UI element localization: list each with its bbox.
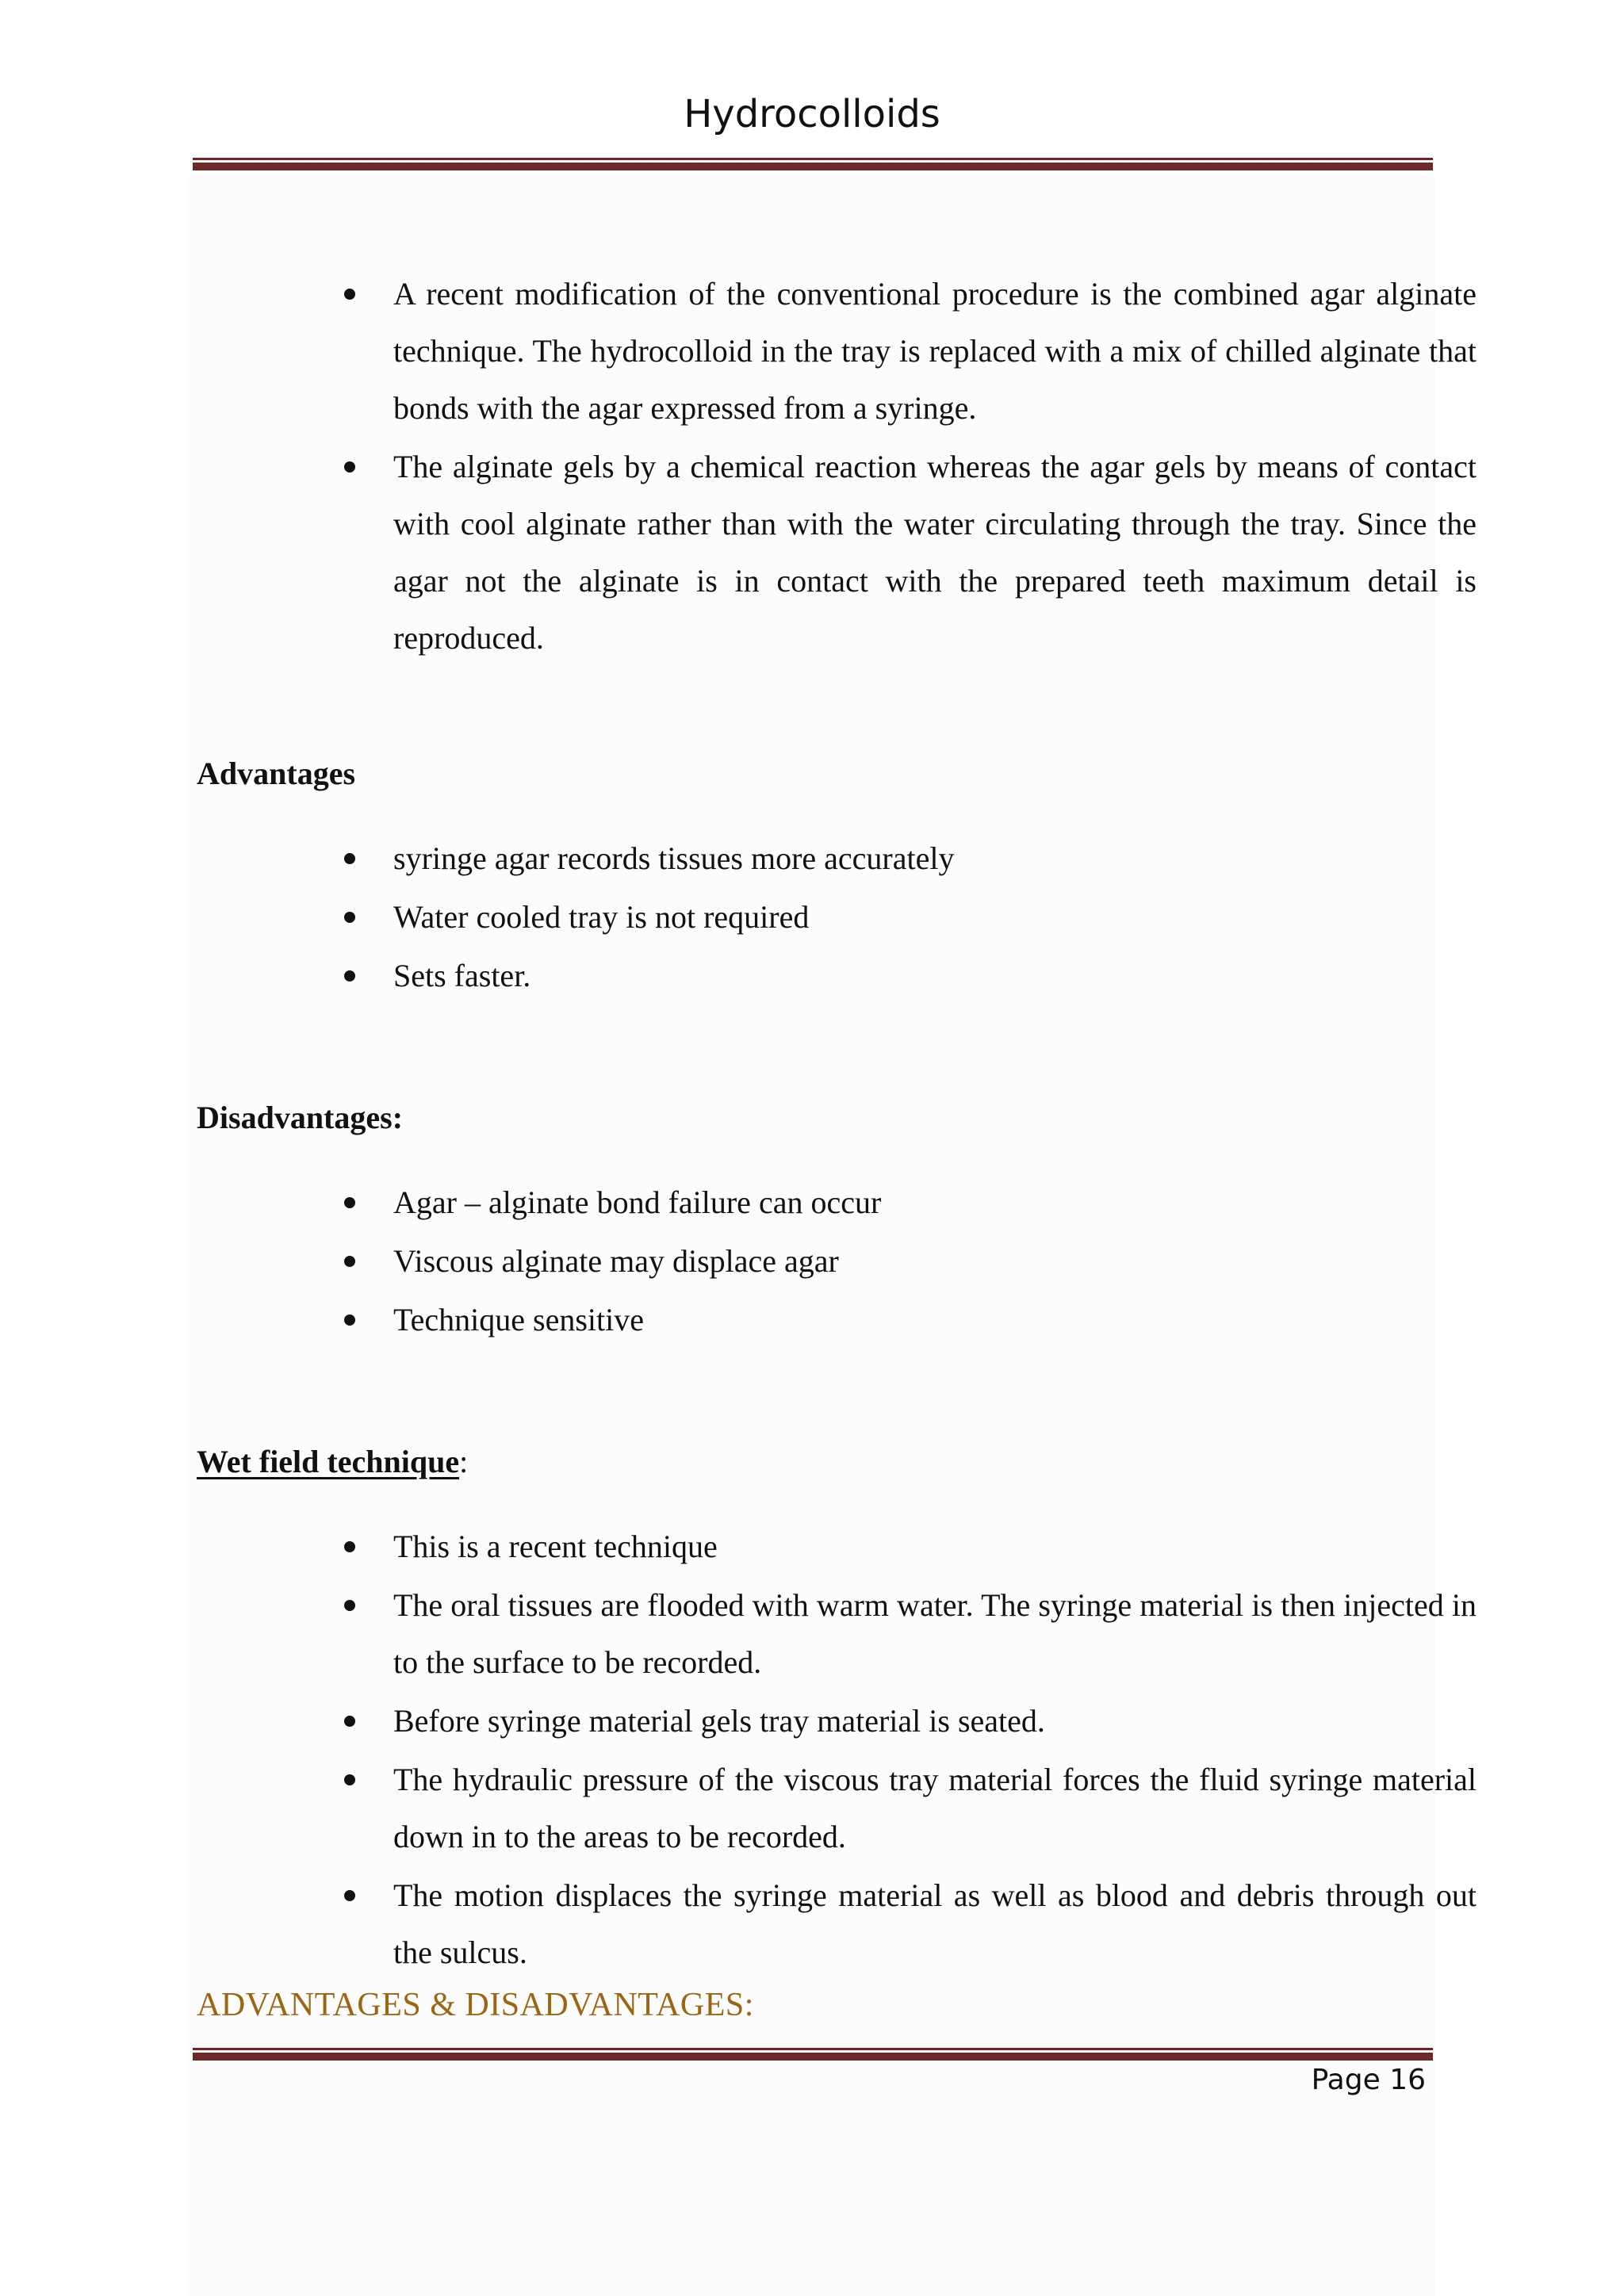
list-item: The oral tissues are flooded with warm water. The syringe material is then injected in to the surface to be recorded. bbox=[341, 1577, 1477, 1691]
bullet-icon bbox=[344, 461, 355, 473]
bullet-icon bbox=[344, 1314, 355, 1326]
list-item: Viscous alginate may displace agar bbox=[341, 1233, 1477, 1290]
bullet-icon bbox=[344, 1256, 355, 1267]
list-item: The motion displaces the syringe material as well as blood and debris through out the sulcus. bbox=[341, 1867, 1477, 1981]
header-divider bbox=[193, 158, 1433, 170]
list-item: Before syringe material gels tray material is seated. bbox=[341, 1693, 1477, 1750]
next-section-heading: ADVANTAGES & DISADVANTAGES: bbox=[197, 1987, 754, 2023]
bullet-icon bbox=[344, 1890, 355, 1901]
list-item: Agar – alginate bond failure can occur bbox=[341, 1174, 1477, 1231]
bullet-icon bbox=[344, 1774, 355, 1785]
bullet-icon bbox=[344, 1716, 355, 1727]
footer-divider bbox=[193, 2048, 1433, 2061]
list-item: Technique sensitive bbox=[341, 1292, 1477, 1349]
wet-field-heading: Wet field technique: bbox=[197, 1444, 469, 1479]
page-number: Page 16 bbox=[1311, 2064, 1426, 2096]
bullet-icon bbox=[344, 912, 355, 923]
intro-bullet-list bbox=[341, 266, 1477, 668]
disadvantages-list bbox=[341, 1174, 1477, 1350]
list-item: This is a recent technique bbox=[341, 1518, 1477, 1575]
advantages-heading: Advantages bbox=[197, 756, 356, 791]
list-item: Water cooled tray is not required bbox=[341, 889, 1477, 946]
bullet-icon bbox=[344, 1541, 355, 1552]
list-item: A recent modification of the conventional procedure is the combined agar alginate technique. The hydrocolloid in the tray is replaced with a mix of chilled alginate that bonds with the agar expressed from a syringe. bbox=[341, 266, 1477, 437]
page-header-title: Hydrocolloids bbox=[684, 92, 940, 136]
bullet-icon bbox=[344, 1197, 355, 1208]
list-item: syringe agar records tissues more accurately bbox=[341, 830, 1477, 887]
list-item: The hydraulic pressure of the viscous tray material forces the fluid syringe material down in to the areas to be recorded. bbox=[341, 1751, 1477, 1866]
list-item: The alginate gels by a chemical reaction whereas the agar gels by means of contact with cool alginate rather than with the water circulating through the tray. Since the agar not the alginate is in contact with the prepared teeth maximum detail is reproduced. bbox=[341, 438, 1477, 667]
advantages-list bbox=[341, 830, 1477, 1006]
bullet-icon bbox=[344, 970, 355, 982]
list-item: Sets faster. bbox=[341, 947, 1477, 1004]
disadvantages-heading: Disadvantages: bbox=[197, 1100, 404, 1135]
bullet-icon bbox=[344, 289, 355, 300]
wet-field-list bbox=[341, 1518, 1477, 1983]
bullet-icon bbox=[344, 853, 355, 864]
bullet-icon bbox=[344, 1600, 355, 1611]
